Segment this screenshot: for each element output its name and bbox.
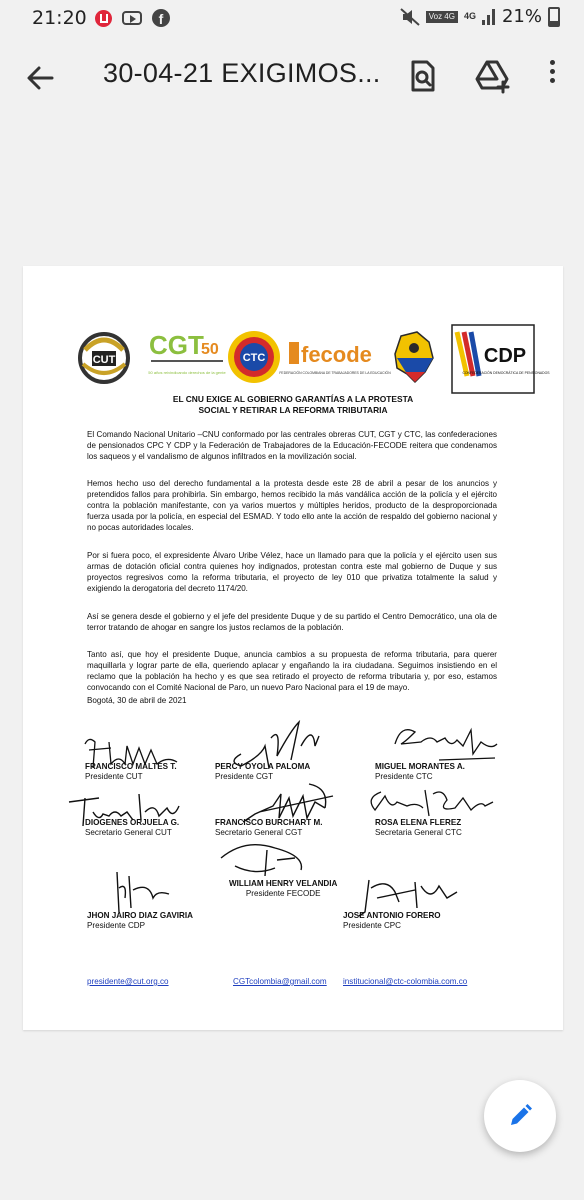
paragraph-4: Así se genera desde el gobierno y el jefe del presidente Duque y de su partido el Centro Democrático, una ola de terror tratando de ahogar en sangre los justos reclamos de la población.: [87, 612, 497, 632]
date-line: Bogotá, 30 de abril de 2021: [87, 696, 187, 705]
signatory-block: [87, 911, 193, 931]
mute-icon: [400, 8, 420, 26]
network-type: 4G: [463, 11, 476, 21]
signatory-name: ROSA ELENA FLEREZ: [375, 818, 462, 827]
more-vert-icon[interactable]: [540, 56, 564, 96]
status-bar: [0, 0, 584, 38]
signatory-name: FRANCISCO BURCHART M.: [215, 818, 323, 827]
signatory-role: Presidente FECODE: [245, 889, 321, 898]
ctc-logo: [225, 328, 283, 388]
cgt-logo: [143, 326, 227, 392]
cgt-logo-text: CGT: [149, 330, 204, 360]
battery-icon: [548, 7, 560, 27]
signatory-name: FRANCISCO MALTES T.: [85, 762, 177, 771]
back-arrow-icon[interactable]: [22, 60, 58, 96]
paragraph-5: Tanto así, que hoy el presidente Duque, anuncia cambios a su propuesta de reforma tributaria, para querer maquillarla y lograr parte de ella, queriendo aplacar y engañando la ira ciudadana. Seguimos insistiendo en el reclamo que la población ha hecho y es que sea retirado el proyecto de reforma tributaria y, por eso, estamos convocando con el Comité Nacional de Paro, un nuevo Paro Nacional para el 19 de mayo.: [87, 650, 497, 692]
email-link-ctc[interactable]: institucional@ctc-colombia.com.co: [343, 977, 468, 986]
youtube-icon: [122, 11, 142, 25]
organization-logos: [75, 324, 550, 394]
signatory-block: [215, 818, 322, 838]
cdp-logo-caption: CONFEDERACIÓN DEMOCRÁTICA DE PENSIONADOS: [462, 371, 550, 375]
cgt-logo-caption: 50 años reivindicando derechos de la gente: [148, 370, 226, 375]
ctc-logo-text: CTC: [242, 352, 266, 364]
lens-search-icon[interactable]: [403, 56, 443, 96]
facebook-icon: f: [152, 9, 170, 27]
edit-pencil-icon: [506, 1102, 534, 1130]
cut-logo-text: CUT: [92, 354, 116, 366]
signatory-block: [343, 911, 441, 931]
signatory-block: [375, 762, 465, 782]
signatory-name: WILLIAM HENRY VELANDIA: [229, 879, 338, 888]
signatory-name: MIGUEL MORANTES A.: [375, 762, 465, 771]
signatory-block: [229, 879, 337, 899]
notification-red-icon: [95, 10, 112, 27]
cdp-logo-text: CDP: [483, 345, 527, 367]
add-to-drive-icon[interactable]: [473, 56, 513, 96]
signatory-block: [85, 818, 179, 838]
email-link-cut[interactable]: presidente@cut.org.co: [87, 977, 169, 986]
signal-icon: [482, 9, 496, 25]
document-title: 30-04-21 EXIGIMOS...: [103, 58, 381, 88]
colombia-map-logo: [387, 328, 441, 388]
signatory-role: Presidente CTC: [375, 772, 433, 781]
signature-scribble: [215, 836, 325, 880]
signatory-block: [375, 818, 462, 838]
cut-logo: [75, 330, 133, 390]
signatory-block: [85, 762, 177, 782]
paragraph-2: Hemos hecho uso del derecho fundamental a la protesta desde este 28 de abril a pesar de los anuncios y pretendidos fallos para prohibirla. Sin embargo, hemos recibido la más vandálica acción de la policía y el ejército contra la población manifestante, con ya varios muertos y múltiples heridos, producto de la desproporcionada fuerza usada por la policía, en especial del ESMAD. Y todo ello ante la acción de respaldo del gobierno nacional y no pocas autoridades locales.: [87, 479, 497, 532]
signatory-role: Presidente CGT: [215, 772, 274, 781]
signatory-name: JOSE ANTONIO FORERO: [343, 911, 441, 920]
document-page: [23, 266, 563, 1030]
notification-icons: [95, 9, 170, 27]
paragraph-3: Por si fuera poco, el expresidente Álvaro Uribe Vélez, hace un llamado para que la policía y el ejército usen sus armas de dotación oficial contra quienes hoy indignados, protestan contra este mal gobierno de Duque y sus proyectos regresivos como la reforma tributaria, el proyecto de ley 010 que privatiza totalmente la salud y exigiendo la derogatoria del decreto 1174/20.: [87, 551, 497, 593]
signatory-role: Presidente CPC: [343, 921, 402, 930]
system-icons: [400, 6, 560, 27]
signatory-role: Secretario General CUT: [85, 828, 172, 837]
battery-percent: 21%: [501, 6, 542, 27]
signature-scribble: [109, 868, 173, 916]
signatory-role: Presidente CDP: [87, 921, 146, 930]
heading-line-1: EL CNU EXIGE AL GOBIERNO GARANTÍAS A LA PROTESTA: [172, 394, 414, 404]
heading-line-2: SOCIAL Y RETIRAR LA REFORMA TRIBUTARIA: [198, 405, 388, 415]
edit-fab-button[interactable]: [484, 1080, 556, 1152]
signatory-block: [215, 762, 310, 782]
signatory-role: Presidente CUT: [85, 772, 143, 781]
status-time: 21:20: [32, 7, 87, 29]
fecode-logo-caption: FEDERACIÓN COLOMBIANA DE TRABAJADORES DE LA EDUCACIÓN: [279, 371, 391, 375]
signatory-name: JHON JAIRO DIAZ GAVIRIA: [87, 911, 193, 920]
signatory-role: Secretaria General CTC: [375, 828, 462, 837]
cdp-logo: [451, 324, 550, 394]
paragraph-1: El Comando Nacional Unitario –CNU conformado por las centrales obreras CUT, CGT y CTC, las confederaciones de pensionados CPC Y CDP y la Federación de Trabajadores de la Educación-FECODE reitera que condenamos los saqueos y el vandalismo de algunos infiltrados en la movilización social.: [87, 430, 497, 461]
email-link-cgt[interactable]: CGTcolombia@gmail.com: [233, 977, 327, 986]
cgt-logo-number: 50: [201, 341, 219, 358]
signatory-role: Secretario General CGT: [215, 828, 303, 837]
volte-badge: Voz 4G: [426, 11, 458, 23]
signatory-name: DIOGENES ORJUELA G.: [85, 818, 180, 827]
fecode-logo-text: fecode: [301, 342, 372, 367]
fecode-logo: [279, 336, 391, 382]
app-toolbar: [0, 38, 584, 118]
signatory-name: PERCY OYOLA PALOMA: [215, 762, 311, 771]
document-heading: [23, 394, 563, 416]
